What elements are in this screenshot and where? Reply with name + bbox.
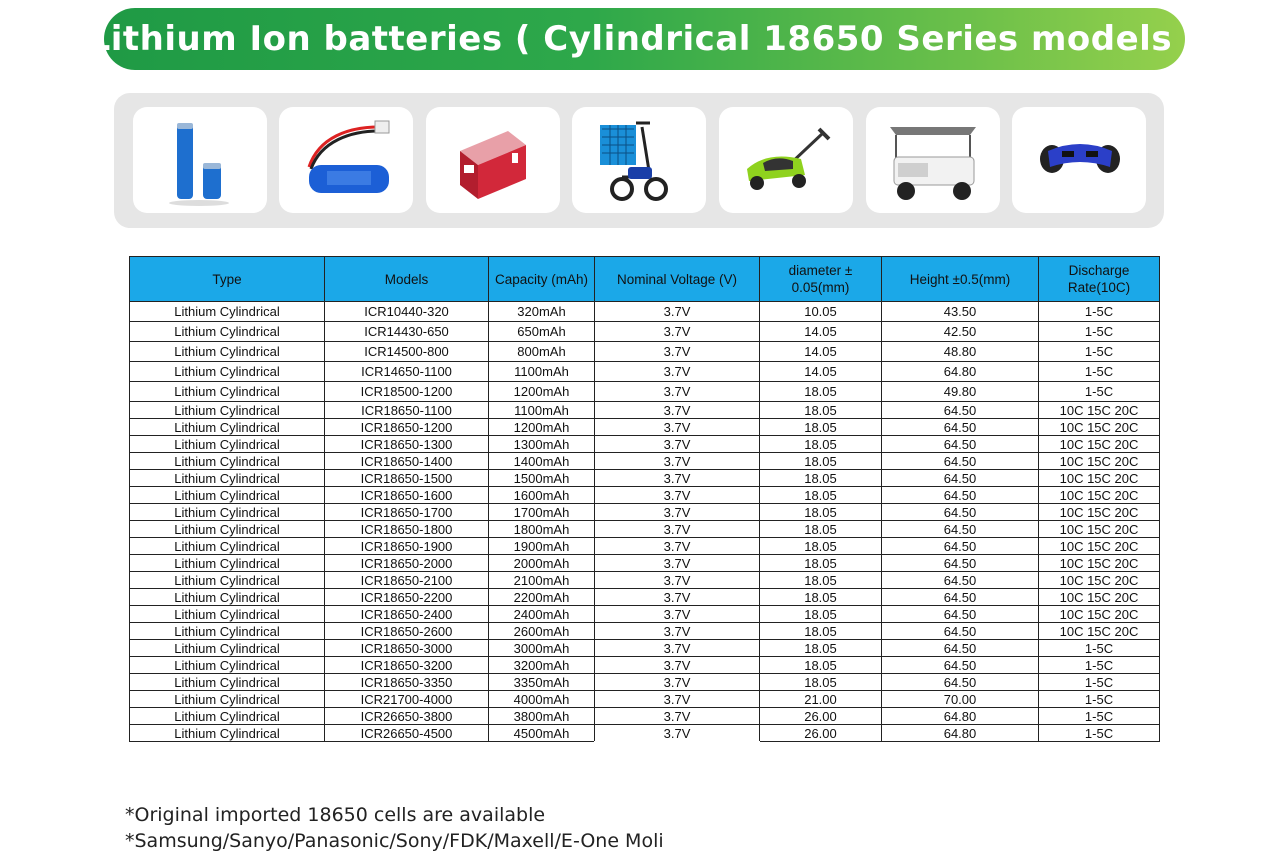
cell-model: ICR18650-2000 xyxy=(325,555,489,572)
cell-type: Lithium Cylindrical xyxy=(130,402,325,419)
cell-model: ICR18650-2200 xyxy=(325,589,489,606)
cell-discharge: 1-5C xyxy=(1039,342,1160,362)
cell-voltage: 3.7V xyxy=(595,691,760,708)
cell-discharge: 10C 15C 20C xyxy=(1039,504,1160,521)
cell-discharge: 10C 15C 20C xyxy=(1039,419,1160,436)
title-banner xyxy=(88,8,1201,70)
cell-type: Lithium Cylindrical xyxy=(130,725,325,742)
cell-diameter: 18.05 xyxy=(760,436,882,453)
cell-voltage: 3.7V xyxy=(595,402,760,419)
cell-voltage: 3.7V xyxy=(595,606,760,623)
table-row xyxy=(130,382,1160,402)
cell-voltage: 3.7V xyxy=(595,572,760,589)
table-row xyxy=(130,436,1160,453)
cell-voltage: 3.7V xyxy=(595,589,760,606)
electric-scooter-icon xyxy=(572,107,706,213)
cell-voltage: 3.7V xyxy=(595,708,760,725)
cell-discharge: 10C 15C 20C xyxy=(1039,589,1160,606)
cell-type: Lithium Cylindrical xyxy=(130,657,325,674)
cell-diameter: 14.05 xyxy=(760,322,882,342)
cell-capacity: 3000mAh xyxy=(489,640,595,657)
cell-type: Lithium Cylindrical xyxy=(130,521,325,538)
cell-capacity: 1900mAh xyxy=(489,538,595,555)
cell-voltage: 3.7V xyxy=(595,504,760,521)
cell-capacity: 320mAh xyxy=(489,302,595,322)
cell-voltage: 3.7V xyxy=(595,623,760,640)
cell-voltage: 3.7V xyxy=(595,657,760,674)
cell-type: Lithium Cylindrical xyxy=(130,589,325,606)
header-models: Models xyxy=(325,257,489,302)
cell-model: ICR18650-1800 xyxy=(325,521,489,538)
header-diameter xyxy=(760,257,882,302)
cell-model: ICR18650-1100 xyxy=(325,402,489,419)
cell-type: Lithium Cylindrical xyxy=(130,674,325,691)
cell-model: ICR18650-1900 xyxy=(325,538,489,555)
cell-type: Lithium Cylindrical xyxy=(130,362,325,382)
table-row xyxy=(130,302,1160,322)
cell-voltage: 3.7V xyxy=(595,470,760,487)
cylindrical-cells-icon xyxy=(133,107,267,213)
cell-diameter: 18.05 xyxy=(760,402,882,419)
table-row xyxy=(130,362,1160,382)
cell-model: ICR18650-3000 xyxy=(325,640,489,657)
cell-discharge: 1-5C xyxy=(1039,302,1160,322)
cell-discharge: 10C 15C 20C xyxy=(1039,555,1160,572)
cell-model: ICR18650-1600 xyxy=(325,487,489,504)
cell-model: ICR18500-1200 xyxy=(325,382,489,402)
table-row xyxy=(130,708,1160,725)
header-discharge xyxy=(1039,257,1160,302)
cell-model: ICR26650-3800 xyxy=(325,708,489,725)
cell-capacity: 1500mAh xyxy=(489,470,595,487)
cell-voltage: 3.7V xyxy=(595,362,760,382)
cell-diameter: 18.05 xyxy=(760,606,882,623)
cell-discharge: 1-5C xyxy=(1039,708,1160,725)
page-title: Lithium Ion batteries ( Cylindrical 18650 Series models ) xyxy=(88,19,1201,59)
cell-type: Lithium Cylindrical xyxy=(130,302,325,322)
cell-height: 64.50 xyxy=(882,402,1039,419)
cell-type: Lithium Cylindrical xyxy=(130,504,325,521)
cell-voltage: 3.7V xyxy=(595,538,760,555)
golf-cart-icon xyxy=(866,107,1000,213)
cell-capacity: 650mAh xyxy=(489,322,595,342)
cell-discharge: 1-5C xyxy=(1039,725,1160,742)
cell-diameter: 18.05 xyxy=(760,419,882,436)
cell-height: 64.50 xyxy=(882,504,1039,521)
table-row xyxy=(130,657,1160,674)
cell-model: ICR18650-3200 xyxy=(325,657,489,674)
cell-model: ICR18650-2400 xyxy=(325,606,489,623)
cell-discharge: 10C 15C 20C xyxy=(1039,470,1160,487)
cell-capacity: 4500mAh xyxy=(489,725,595,742)
cell-diameter: 18.05 xyxy=(760,674,882,691)
header-diameter-line2: 0.05(mm) xyxy=(791,280,850,295)
cell-height: 64.50 xyxy=(882,572,1039,589)
cell-diameter: 26.00 xyxy=(760,708,882,725)
cell-voltage: 3.7V xyxy=(595,555,760,572)
cell-diameter: 18.05 xyxy=(760,640,882,657)
cell-discharge: 10C 15C 20C xyxy=(1039,402,1160,419)
table-row xyxy=(130,538,1160,555)
cell-height: 48.80 xyxy=(882,342,1039,362)
cell-model: ICR18650-1700 xyxy=(325,504,489,521)
cell-capacity: 3200mAh xyxy=(489,657,595,674)
cell-discharge: 10C 15C 20C xyxy=(1039,453,1160,470)
cell-height: 64.50 xyxy=(882,555,1039,572)
cell-type: Lithium Cylindrical xyxy=(130,538,325,555)
table-body xyxy=(130,302,1160,742)
cell-height: 64.50 xyxy=(882,606,1039,623)
cell-height: 64.50 xyxy=(882,487,1039,504)
table-row xyxy=(130,419,1160,436)
cell-diameter: 18.05 xyxy=(760,382,882,402)
cell-diameter: 21.00 xyxy=(760,691,882,708)
cell-voltage: 3.7V xyxy=(595,674,760,691)
cell-diameter: 18.05 xyxy=(760,623,882,640)
cell-type: Lithium Cylindrical xyxy=(130,555,325,572)
cell-type: Lithium Cylindrical xyxy=(130,623,325,640)
cell-discharge: 1-5C xyxy=(1039,674,1160,691)
cell-type: Lithium Cylindrical xyxy=(130,436,325,453)
cell-diameter: 10.05 xyxy=(760,302,882,322)
cell-model: ICR21700-4000 xyxy=(325,691,489,708)
cell-diameter: 18.05 xyxy=(760,521,882,538)
cell-discharge: 10C 15C 20C xyxy=(1039,538,1160,555)
cell-model: ICR18650-3350 xyxy=(325,674,489,691)
cell-discharge: 10C 15C 20C xyxy=(1039,606,1160,623)
cell-diameter: 18.05 xyxy=(760,504,882,521)
cell-capacity: 1600mAh xyxy=(489,487,595,504)
cell-model: ICR10440-320 xyxy=(325,302,489,322)
cell-capacity: 2200mAh xyxy=(489,589,595,606)
cell-diameter: 14.05 xyxy=(760,362,882,382)
cell-height: 64.50 xyxy=(882,589,1039,606)
cell-model: ICR18650-2600 xyxy=(325,623,489,640)
cell-capacity: 3800mAh xyxy=(489,708,595,725)
table-row xyxy=(130,487,1160,504)
cell-model: ICR18650-1400 xyxy=(325,453,489,470)
cell-voltage: 3.7V xyxy=(595,487,760,504)
cell-diameter: 18.05 xyxy=(760,657,882,674)
cell-discharge: 1-5C xyxy=(1039,691,1160,708)
cell-type: Lithium Cylindrical xyxy=(130,487,325,504)
cell-type: Lithium Cylindrical xyxy=(130,419,325,436)
table-row xyxy=(130,725,1160,742)
cell-voltage: 3.7V xyxy=(595,453,760,470)
cell-height: 64.50 xyxy=(882,521,1039,538)
cell-capacity: 1400mAh xyxy=(489,453,595,470)
cell-voltage: 3.7V xyxy=(595,725,760,742)
lawn-mower-icon xyxy=(719,107,853,213)
table-tab-decoration xyxy=(594,741,760,753)
cell-type: Lithium Cylindrical xyxy=(130,342,325,362)
cell-type: Lithium Cylindrical xyxy=(130,382,325,402)
cell-discharge: 10C 15C 20C xyxy=(1039,572,1160,589)
cell-height: 64.50 xyxy=(882,640,1039,657)
note-line-1: *Original imported 18650 cells are available xyxy=(125,804,546,826)
cell-voltage: 3.7V xyxy=(595,521,760,538)
cell-height: 64.50 xyxy=(882,538,1039,555)
cell-diameter: 26.00 xyxy=(760,725,882,742)
cell-discharge: 1-5C xyxy=(1039,640,1160,657)
hoverboard-icon xyxy=(1012,107,1146,213)
note-line-2: *Samsung/Sanyo/Panasonic/Sony/FDK/Maxell/E-One Moli xyxy=(125,830,664,852)
cell-model: ICR26650-4500 xyxy=(325,725,489,742)
cell-discharge: 1-5C xyxy=(1039,382,1160,402)
cell-diameter: 18.05 xyxy=(760,589,882,606)
table-row xyxy=(130,555,1160,572)
table-row xyxy=(130,623,1160,640)
cell-voltage: 3.7V xyxy=(595,436,760,453)
cell-voltage: 3.7V xyxy=(595,419,760,436)
table-row xyxy=(130,640,1160,657)
cell-capacity: 1800mAh xyxy=(489,521,595,538)
product-gallery xyxy=(114,93,1164,228)
cell-discharge: 1-5C xyxy=(1039,322,1160,342)
cell-capacity: 1100mAh xyxy=(489,362,595,382)
power-bank-icon xyxy=(426,107,560,213)
table-row xyxy=(130,674,1160,691)
cell-model: ICR18650-1300 xyxy=(325,436,489,453)
cell-diameter: 18.05 xyxy=(760,470,882,487)
cell-voltage: 3.7V xyxy=(595,640,760,657)
cell-capacity: 4000mAh xyxy=(489,691,595,708)
table-row xyxy=(130,322,1160,342)
cell-capacity: 1100mAh xyxy=(489,402,595,419)
cell-capacity: 1200mAh xyxy=(489,419,595,436)
table-row xyxy=(130,470,1160,487)
cell-diameter: 18.05 xyxy=(760,555,882,572)
cell-height: 64.50 xyxy=(882,623,1039,640)
cell-type: Lithium Cylindrical xyxy=(130,453,325,470)
cell-voltage: 3.7V xyxy=(595,302,760,322)
cell-type: Lithium Cylindrical xyxy=(130,691,325,708)
cell-capacity: 1200mAh xyxy=(489,382,595,402)
cell-height: 70.00 xyxy=(882,691,1039,708)
cell-height: 64.50 xyxy=(882,470,1039,487)
cell-discharge: 1-5C xyxy=(1039,362,1160,382)
cell-voltage: 3.7V xyxy=(595,382,760,402)
cell-type: Lithium Cylindrical xyxy=(130,322,325,342)
cell-diameter: 18.05 xyxy=(760,538,882,555)
cell-height: 43.50 xyxy=(882,302,1039,322)
cell-type: Lithium Cylindrical xyxy=(130,572,325,589)
cell-model: ICR18650-1500 xyxy=(325,470,489,487)
notes xyxy=(125,802,664,854)
cell-height: 64.50 xyxy=(882,657,1039,674)
battery-pack-icon xyxy=(279,107,413,213)
cell-type: Lithium Cylindrical xyxy=(130,606,325,623)
cell-capacity: 2400mAh xyxy=(489,606,595,623)
cell-height: 64.50 xyxy=(882,419,1039,436)
cell-height: 64.50 xyxy=(882,674,1039,691)
cell-discharge: 10C 15C 20C xyxy=(1039,623,1160,640)
cell-model: ICR14430-650 xyxy=(325,322,489,342)
header-voltage: Nominal Voltage (V) xyxy=(595,257,760,302)
cell-discharge: 10C 15C 20C xyxy=(1039,521,1160,538)
header-type: Type xyxy=(130,257,325,302)
header-capacity: Capacity (mAh) xyxy=(489,257,595,302)
cell-voltage: 3.7V xyxy=(595,342,760,362)
cell-capacity: 800mAh xyxy=(489,342,595,362)
cell-capacity: 1700mAh xyxy=(489,504,595,521)
cell-capacity: 2000mAh xyxy=(489,555,595,572)
table-header-row xyxy=(130,257,1160,302)
table-row xyxy=(130,342,1160,362)
cell-model: ICR14650-1100 xyxy=(325,362,489,382)
header-height: Height ±0.5(mm) xyxy=(882,257,1039,302)
cell-capacity: 2100mAh xyxy=(489,572,595,589)
table-row xyxy=(130,402,1160,419)
cell-capacity: 1300mAh xyxy=(489,436,595,453)
table-row xyxy=(130,589,1160,606)
table-row xyxy=(130,504,1160,521)
header-discharge-line1: Discharge xyxy=(1068,263,1130,278)
cell-height: 64.80 xyxy=(882,708,1039,725)
table-row xyxy=(130,691,1160,708)
cell-height: 42.50 xyxy=(882,322,1039,342)
cell-height: 64.80 xyxy=(882,725,1039,742)
cell-capacity: 2600mAh xyxy=(489,623,595,640)
table-row xyxy=(130,606,1160,623)
cell-model: ICR14500-800 xyxy=(325,342,489,362)
cell-capacity: 3350mAh xyxy=(489,674,595,691)
cell-model: ICR18650-1200 xyxy=(325,419,489,436)
cell-diameter: 14.05 xyxy=(760,342,882,362)
table-row xyxy=(130,453,1160,470)
table-row xyxy=(130,572,1160,589)
cell-voltage: 3.7V xyxy=(595,322,760,342)
cell-discharge: 1-5C xyxy=(1039,657,1160,674)
cell-type: Lithium Cylindrical xyxy=(130,470,325,487)
cell-height: 49.80 xyxy=(882,382,1039,402)
cell-height: 64.80 xyxy=(882,362,1039,382)
cell-height: 64.50 xyxy=(882,453,1039,470)
cell-diameter: 18.05 xyxy=(760,572,882,589)
cell-type: Lithium Cylindrical xyxy=(130,708,325,725)
cell-height: 64.50 xyxy=(882,436,1039,453)
header-discharge-line2: Rate(10C) xyxy=(1067,280,1131,295)
table-row xyxy=(130,521,1160,538)
cell-type: Lithium Cylindrical xyxy=(130,640,325,657)
cell-diameter: 18.05 xyxy=(760,487,882,504)
cell-discharge: 10C 15C 20C xyxy=(1039,436,1160,453)
header-diameter-line1: diameter ± xyxy=(788,263,853,278)
cell-model: ICR18650-2100 xyxy=(325,572,489,589)
cell-diameter: 18.05 xyxy=(760,453,882,470)
cell-discharge: 10C 15C 20C xyxy=(1039,487,1160,504)
spec-table xyxy=(129,256,1160,742)
